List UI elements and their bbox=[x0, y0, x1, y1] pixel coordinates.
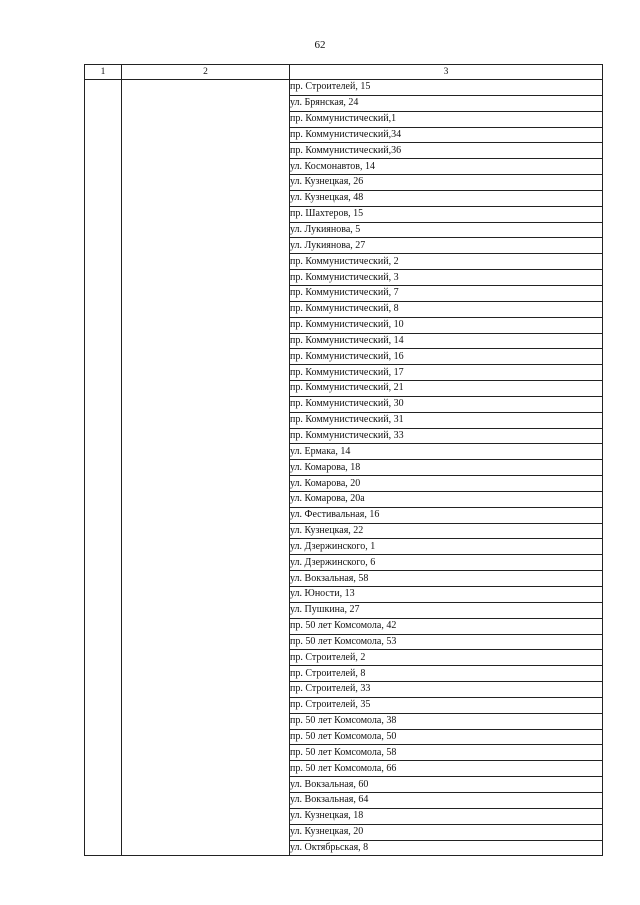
address-cell: пр. Коммунистический, 16 bbox=[290, 349, 603, 365]
address-cell: пр. 50 лет Комсомола, 66 bbox=[290, 761, 603, 777]
address-cell: пр. Коммунистический, 2 bbox=[290, 254, 603, 270]
address-cell: ул. Вокзальная, 60 bbox=[290, 777, 603, 793]
address-cell: пр. 50 лет Комсомола, 50 bbox=[290, 729, 603, 745]
address-cell: пр. Коммунистический, 21 bbox=[290, 381, 603, 397]
address-cell: ул. Кузнецкая, 22 bbox=[290, 523, 603, 539]
address-cell: ул. Комарова, 18 bbox=[290, 460, 603, 476]
address-cell: пр. 50 лет Комсомола, 58 bbox=[290, 745, 603, 761]
address-cell: ул. Кузнецкая, 48 bbox=[290, 190, 603, 206]
address-cell: ул. Брянская, 24 bbox=[290, 95, 603, 111]
address-cell: ул. Дзержинского, 1 bbox=[290, 539, 603, 555]
address-cell: ул. Вокзальная, 58 bbox=[290, 571, 603, 587]
address-cell: пр. Строителей, 35 bbox=[290, 697, 603, 713]
column-header-3: 3 bbox=[290, 65, 603, 80]
table-body bbox=[85, 80, 603, 856]
address-cell: пр. Коммунистический, 7 bbox=[290, 285, 603, 301]
address-cell: ул. Космонавтов, 14 bbox=[290, 159, 603, 175]
address-cell: ул. Дзержинского, 6 bbox=[290, 555, 603, 571]
address-cell: пр. Коммунистический,36 bbox=[290, 143, 603, 159]
address-cell: пр. Коммунистический,1 bbox=[290, 111, 603, 127]
address-cell: пр. 50 лет Комсомола, 53 bbox=[290, 634, 603, 650]
header-row bbox=[85, 65, 603, 80]
address-cell: ул. Кузнецкая, 20 bbox=[290, 824, 603, 840]
address-cell: пр. Строителей, 15 bbox=[290, 80, 603, 96]
address-cell: пр. Коммунистический, 8 bbox=[290, 301, 603, 317]
address-cell: ул. Комарова, 20а bbox=[290, 491, 603, 507]
address-cell: пр. 50 лет Комсомола, 38 bbox=[290, 713, 603, 729]
address-cell: пр. Коммунистический,34 bbox=[290, 127, 603, 143]
page-number: 62 bbox=[314, 39, 326, 51]
address-cell: пр. Шахтеров, 15 bbox=[290, 206, 603, 222]
address-cell: пр. 50 лет Комсомола, 42 bbox=[290, 618, 603, 634]
address-cell: пр. Строителей, 8 bbox=[290, 666, 603, 682]
address-cell: пр. Коммунистический, 31 bbox=[290, 412, 603, 428]
column-1-cell bbox=[85, 80, 122, 856]
address-cell: ул. Кузнецкая, 26 bbox=[290, 175, 603, 191]
address-cell: пр. Строителей, 2 bbox=[290, 650, 603, 666]
address-cell: пр. Коммунистический, 3 bbox=[290, 270, 603, 286]
address-cell: пр. Коммунистический, 14 bbox=[290, 333, 603, 349]
address-cell: ул. Лукиянова, 5 bbox=[290, 222, 603, 238]
address-cell: пр. Коммунистический, 10 bbox=[290, 317, 603, 333]
address-table bbox=[84, 64, 603, 856]
address-cell: ул. Пушкина, 27 bbox=[290, 602, 603, 618]
address-cell: ул. Октябрьская, 8 bbox=[290, 840, 603, 856]
column-header-2: 2 bbox=[122, 65, 290, 80]
address-cell: ул. Лукиянова, 27 bbox=[290, 238, 603, 254]
address-cell: пр. Коммунистический, 17 bbox=[290, 365, 603, 381]
address-cell: ул. Комарова, 20 bbox=[290, 476, 603, 492]
address-cell: ул. Фестивальная, 16 bbox=[290, 507, 603, 523]
address-cell: ул. Ермака, 14 bbox=[290, 444, 603, 460]
address-cell: ул. Кузнецкая, 18 bbox=[290, 808, 603, 824]
table-row bbox=[85, 80, 603, 96]
address-cell: пр. Строителей, 33 bbox=[290, 682, 603, 698]
address-cell: пр. Коммунистический, 33 bbox=[290, 428, 603, 444]
column-header-1: 1 bbox=[85, 65, 122, 80]
address-cell: пр. Коммунистический, 30 bbox=[290, 396, 603, 412]
address-cell: ул. Вокзальная, 64 bbox=[290, 792, 603, 808]
column-2-cell bbox=[122, 80, 290, 856]
address-cell: ул. Юности, 13 bbox=[290, 587, 603, 603]
